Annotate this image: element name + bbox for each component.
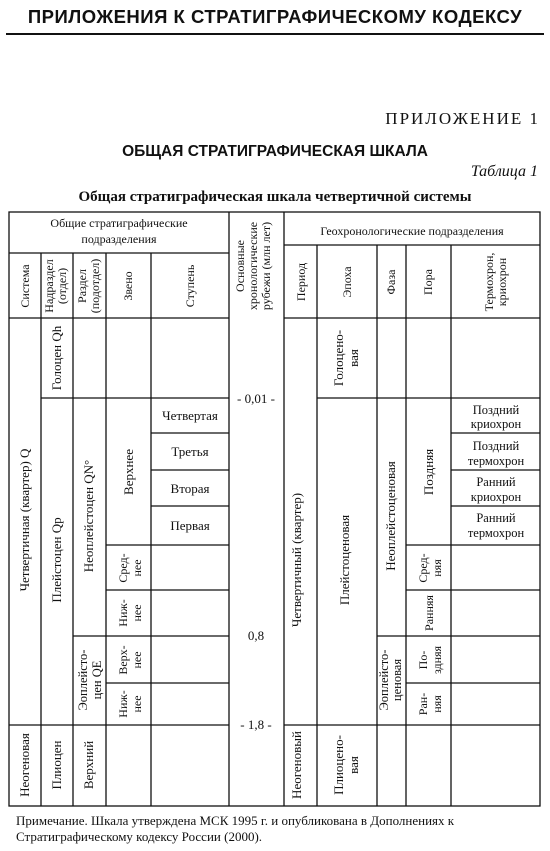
table-label: Таблица 1 [470, 163, 538, 180]
link-middle-line1: Сред- [116, 553, 130, 583]
epoch-pliocene-line1: Плиоцено- [331, 735, 346, 795]
time-eo-late-line1: По- [416, 650, 430, 670]
thermochron-4-line2: термохрон [467, 526, 525, 540]
time-late: Поздняя [421, 448, 436, 496]
section-upper: Верхний [81, 740, 96, 790]
time-early: Ранняя [422, 595, 436, 631]
thermochron-1-line2: криохрон [470, 417, 522, 431]
time-eo-late-line2: здняя [430, 645, 444, 675]
col-link: Звено [121, 271, 135, 301]
col-stage: Ступень [183, 264, 197, 308]
period-quaternary: Четвертичный (квартер) [289, 492, 304, 628]
strat-header-line1: Общие стратиграфические [50, 216, 188, 230]
section-eopleistocene-line1: Эоплейсто- [76, 649, 90, 711]
chrono-header: Геохронологические подразделения [320, 224, 504, 238]
phase-eopleistocene-line2: ценовая [390, 658, 404, 702]
epoch-holocene-line2: вая [346, 349, 361, 367]
stage-second: Вторая [170, 481, 210, 496]
col-period: Период [294, 262, 308, 302]
boundary-0-01: - 0,01 - [237, 391, 275, 406]
link-middle-line2: нее [130, 559, 144, 577]
link-eo-upper-line1: Верх- [116, 645, 130, 675]
page-header: ПРИЛОЖЕНИЯ К СТРАТИГРАФИЧЕСКОМУ КОДЕКСУ [27, 6, 523, 27]
link-lower-line1: Ниж- [116, 599, 130, 627]
period-neogene: Неогеновый [289, 731, 304, 799]
supersection-pleistocene: Плейстоцен Qp [49, 517, 64, 603]
stage-third: Третья [171, 444, 209, 459]
thermochron-3-line1: Ранний [476, 475, 516, 489]
link-eo-lower-line2: нее [130, 695, 144, 713]
phase-neopleistocene: Неоплейстоценовая [383, 461, 398, 571]
supersection-pliocene: Плиоцен [49, 740, 64, 790]
col-time: Пора [421, 269, 435, 295]
supersection-holocene: Голоцен Qh [49, 325, 64, 391]
col-thermochron-line1: Термохрон, [482, 252, 496, 312]
strat-header-line2: подразделения [81, 232, 157, 246]
section-eopleistocene-line2: цен QE [90, 660, 104, 700]
time-eo-early-line2: няя [430, 695, 444, 713]
stage-first: Первая [170, 518, 210, 533]
col-supersection-line1: Надраздел [42, 259, 56, 313]
epoch-pleistocene: Плейстоценовая [337, 514, 352, 606]
appendix-label: ПРИЛОЖЕНИЕ 1 [385, 109, 540, 128]
section-neopleistocene: Неоплейстоцен QN° [81, 459, 96, 573]
time-middle-line2: няя [430, 559, 444, 577]
boundary-1-8: - 1,8 - [240, 717, 272, 732]
link-lower-line2: нее [130, 604, 144, 622]
thermochron-4-line1: Ранний [476, 511, 516, 525]
system-neogene: Неогеновая [17, 733, 32, 797]
time-middle-line1: Сред- [416, 553, 430, 583]
col-section-line2: (подотдел) [88, 258, 102, 314]
epoch-pliocene-line2: вая [346, 756, 361, 774]
thermochron-3-line2: криохрон [470, 490, 522, 504]
col-system: Система [18, 264, 32, 308]
col-phase: Фаза [384, 269, 398, 295]
phase-eopleistocene-line1: Эоплейсто- [377, 649, 391, 711]
col-section-line1: Раздел [75, 269, 89, 303]
link-eo-lower-line1: Ниж- [116, 690, 130, 718]
thermochron-2-line2: термохрон [467, 454, 525, 468]
stage-fourth: Четвертая [162, 408, 218, 423]
thermochron-2-line1: Поздний [472, 439, 520, 453]
link-upper: Верхнее [121, 449, 136, 495]
epoch-holocene-line1: Голоцено- [331, 329, 346, 387]
thermochron-1-line1: Поздний [472, 403, 520, 417]
boundaries-header-line3: рубежи (млн лет) [259, 221, 273, 311]
table-note: Примечание. Шкала утверждена МСК 1995 г. и опубликована в Дополнениях к Стратиграфическому кодексу России (2000). [16, 813, 455, 844]
boundary-0-8: 0,8 [247, 628, 265, 643]
system-quaternary: Четвертичная (квартер) Q [17, 448, 32, 592]
link-eo-upper-line2: нее [130, 651, 144, 669]
boundaries-header-line2: хронологические [246, 221, 260, 311]
document-title: ОБЩАЯ СТРАТИГРАФИЧЕСКАЯ ШКАЛА [122, 143, 428, 160]
col-epoch: Эпоха [340, 266, 354, 298]
time-eo-early-line1: Ран- [416, 692, 430, 716]
col-thermochron-line2: криохрон [495, 257, 509, 307]
boundaries-header-line1: Основные [233, 240, 247, 292]
table-title: Общая стратиграфическая шкала четвертичной системы [78, 189, 472, 205]
col-supersection-line2: (отдел) [55, 267, 69, 305]
